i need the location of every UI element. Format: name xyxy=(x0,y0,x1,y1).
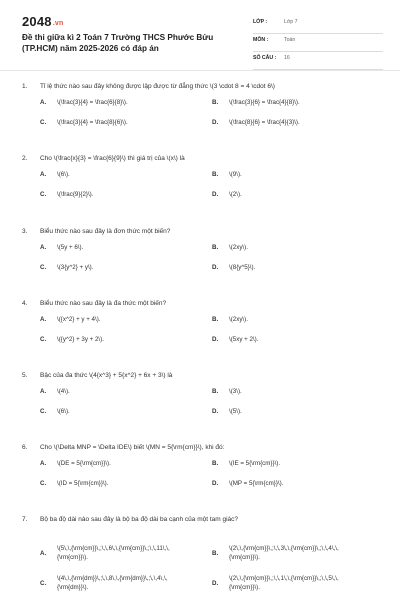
meta-row-subject xyxy=(253,34,383,52)
option-c[interactable]: C. \(3{y^2} + y\). xyxy=(40,264,94,271)
question-7 xyxy=(0,513,400,600)
question-text: Tỉ lệ thức nào sau đây không được lập được từ đẳng thức \(3 \cdot 8 = 4 \cdot 6\) xyxy=(40,83,275,90)
site-logo[interactable]: 2048.vn xyxy=(22,14,64,29)
question-text: Bộ ba độ dài nào sau đây là bộ ba độ dài ba cạnh của một tam giác? xyxy=(40,516,239,523)
question-text: Biểu thức nào sau đây là đơn thức một biến? xyxy=(40,228,171,235)
option-c[interactable]: C. \(\frac{9}{2}\). xyxy=(40,191,94,198)
option-a[interactable]: A. \({x^2} + y + 4\). xyxy=(40,316,101,323)
question-text: Cho \(\frac{x}{3} = \frac{6}{9}\) thì giá trị của \(x\) là xyxy=(40,155,185,162)
exam-header xyxy=(0,0,400,71)
meta-value-grade: Lớp 7 xyxy=(284,19,298,25)
option-c[interactable]: C. \(ID = 5{\rm{cm}}\). xyxy=(40,480,109,487)
question-text: Cho \(\Delta MNP = \Delta IDE\) biết \(MN = 5{\rm{cm}}\), khi đó: xyxy=(40,444,225,451)
question-number: 5. xyxy=(22,372,28,379)
exam-title: Đề thi giữa kì 2 Toán 7 Trường THCS Phước Bửu (TP.HCM) năm 2025-2026 có đáp án xyxy=(22,33,214,53)
question-number: 2. xyxy=(22,155,28,162)
exam-meta xyxy=(253,16,383,70)
meta-row-count xyxy=(253,52,383,70)
meta-row-grade xyxy=(253,16,383,34)
option-a[interactable]: A. \(5\,\,{\rm{cm}}\,;\,\,6\,\,{\rm{cm}}\,;\,\,11\,\,{\rm{cm}}\). xyxy=(40,545,170,561)
option-b[interactable]: B. \(2xy\). xyxy=(212,316,248,323)
question-6 xyxy=(0,441,400,513)
option-d[interactable]: D. \(2\). xyxy=(212,191,242,198)
option-d[interactable]: D. \(2\,\,{\rm{cm}}\,;\,\,1\,\,{\rm{cm}}\,;\,\,5\,\,{\rm{cm}}\). xyxy=(212,575,339,591)
question-number: 6. xyxy=(22,444,28,451)
option-a[interactable]: A. \(\frac{3}{4} = \frac{6}{8}\). xyxy=(40,99,128,106)
option-d[interactable]: D. \(MP = 5{\rm{cm}}\). xyxy=(212,480,284,487)
option-d[interactable]: D. \(5\). xyxy=(212,408,242,415)
option-d[interactable]: D. \(\frac{8}{6} = \frac{4}{3}\). xyxy=(212,119,300,126)
option-b[interactable]: B. \(\frac{3}{6} = \frac{4}{8}\). xyxy=(212,99,300,106)
option-c[interactable]: C. \(6\). xyxy=(40,408,70,415)
question-5 xyxy=(0,369,400,441)
question-list xyxy=(0,80,400,600)
question-2 xyxy=(0,152,400,225)
question-number: 7. xyxy=(22,516,28,523)
question-number: 4. xyxy=(22,300,28,307)
option-b[interactable]: B. \(2\,\,{\rm{cm}}\,;\,\,3\,\,{\rm{cm}}\,;\,\,4\,\,{\rm{cm}}\). xyxy=(212,545,339,561)
question-number: 1. xyxy=(22,83,28,90)
option-a[interactable]: A. \(DE = 5{\rm{cm}}\). xyxy=(40,460,111,467)
meta-key-subject: MÔN : xyxy=(253,37,269,43)
option-d[interactable]: D. \(5xy + 2\). xyxy=(212,336,259,343)
option-c[interactable]: C. \({y^2} + 3y + 2\). xyxy=(40,336,104,343)
question-3 xyxy=(0,225,400,297)
option-c[interactable]: C. \(\frac{3}{4} = \frac{8}{6}\). xyxy=(40,119,128,126)
option-b[interactable]: B. \(3\). xyxy=(212,388,242,395)
meta-value-count: 16 xyxy=(284,55,290,61)
meta-key-count: SỐ CÂU : xyxy=(253,55,277,61)
option-b[interactable]: B. \(IE = 5{\rm{cm}}\). xyxy=(212,460,281,467)
option-a[interactable]: A. \(5y + 6\). xyxy=(40,244,84,251)
question-text: Biểu thức nào sau đây là đa thức một biến? xyxy=(40,300,167,307)
option-b[interactable]: B. \(2xy\). xyxy=(212,244,248,251)
option-a[interactable]: A. \(6\). xyxy=(40,171,70,178)
option-b[interactable]: B. \(9\). xyxy=(212,171,242,178)
option-a[interactable]: A. \(4\). xyxy=(40,388,70,395)
question-number: 3. xyxy=(22,228,28,235)
meta-key-grade: LỚP : xyxy=(253,19,268,25)
option-d[interactable]: D. \(8{y^5}\). xyxy=(212,264,256,271)
meta-value-subject: Toán xyxy=(284,37,296,43)
question-4 xyxy=(0,297,400,369)
option-c[interactable]: C. \(4\,\,{\rm{dm}}\,;\,\,8\,\,{\rm{dm}}\,;\,\,4\,\,{\rm{dm}}\). xyxy=(40,575,168,591)
question-text: Bậc của đa thức \(4{x^3} + 5{x^2} + 6x + 3\) là xyxy=(40,372,173,379)
question-1 xyxy=(0,80,400,152)
